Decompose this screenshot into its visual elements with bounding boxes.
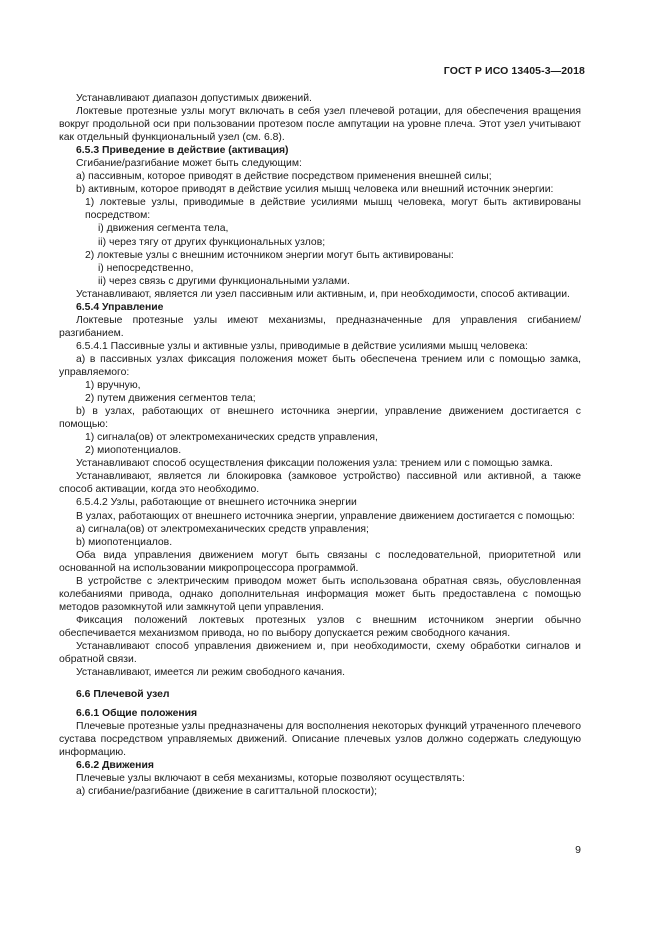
paragraph: i) непосредственно, [98, 262, 194, 274]
section-heading: 6.6.2 Движения [76, 760, 154, 772]
paragraph: 1) локтевые узлы, приводимые в действие усилиями мышц человека, могут быть активированы посредством: [85, 197, 581, 222]
paragraph: Локтевые протезные узлы имеют механизмы, предназначенные для управления сгибанием/разгибанием. [59, 314, 581, 339]
paragraph: a) сгибание/разгибание (движение в сагиттальной плоскости); [76, 786, 378, 798]
paragraph: a) пассивным, которое приводят в действие посредством применения внешней силы; [76, 171, 492, 183]
paragraph: Локтевые протезные узлы могут включать в себя узел плечевой ротации, для обеспечения вращения вокруг продольной оси при пользовании протезом после ампутации на уровне плеча. Этот узел учитывают как отдельный функциональный узел (см. 6.8). [59, 106, 581, 144]
paragraph: Плечевые узлы включают в себя механизмы, которые позволяют осуществлять: [76, 773, 465, 785]
paragraph: ii) через тягу от других функциональных узлов; [98, 236, 326, 248]
paragraph: a) сигнала(ов) от электромеханических средств управления; [76, 523, 369, 535]
section-heading: 6.6.1 Общие положения [76, 708, 198, 720]
document-header: ГОСТ Р ИСО 13405-3—2018 [443, 65, 585, 77]
paragraph: Устанавливают способ осуществления фиксации положения узла: трением или с помощью замка. [76, 458, 553, 470]
paragraph: Устанавливают, имеется ли режим свободного качания. [76, 667, 346, 679]
paragraph: Плечевые протезные узлы предназначены для восполнения некоторых функций утраченного плечевого сустава посредством управляемых движений. Описание плечевых узлов должно содержать следующую информацию. [59, 721, 581, 759]
paragraph: 2) путем движения сегментов тела; [85, 393, 256, 405]
paragraph: В узлах, работающих от внешнего источника энергии, управление движением достигается с помощью: [76, 510, 575, 522]
section-heading: 6.5.3 Приведение в действие (активация) [76, 145, 289, 157]
paragraph: Устанавливают диапазон допустимых движений. [76, 93, 312, 104]
paragraph: 2) локтевые узлы с внешним источником энергии могут быть активированы: [85, 249, 454, 261]
paragraph: b) миопотенциалов. [76, 536, 173, 548]
paragraph: 1) сигнала(ов) от электромеханических средств управления, [85, 432, 378, 444]
paragraph: Фиксация положений локтевых протезных узлов с внешним источником энергии обычно обеспечивается механизмом привода, но по выбору допускается режим свободного качания. [59, 614, 581, 639]
paragraph: 6.5.4.2 Узлы, работающие от внешнего источника энергии [76, 497, 357, 509]
paragraph: Оба вида управления движением могут быть связаны с последовательной, приоритетной или основанной на использовании микропроцессора программой. [59, 549, 581, 574]
section-heading: 6.6 Плечевой узел [76, 689, 170, 701]
page-number: 9 [575, 844, 581, 856]
paragraph: 6.5.4.1 Пассивные узлы и активные узлы, приводимые в действие усилиями мышц человека: [76, 340, 528, 352]
paragraph: ii) через связь с другими функциональными узлами. [98, 275, 350, 287]
paragraph: i) движения сегмента тела, [98, 223, 229, 235]
paragraph: b) активным, которое приводят в действие усилия мышц человека или внешний источник энергии: [76, 184, 554, 196]
paragraph: Сгибание/разгибание может быть следующим: [76, 158, 302, 170]
paragraph: Устанавливают, является ли блокировка (замковое устройство) пассивной или активной, а также способ активации, когда это необходимо. [59, 471, 581, 496]
paragraph: Устанавливают способ управления движением и, при необходимости, схему обработки сигналов и обратной связи. [59, 640, 581, 666]
paragraph: a) в пассивных узлах фиксация положения может быть обеспечена трением или с помощью замка, управляемого: [59, 353, 581, 378]
section-heading: 6.5.4 Управление [76, 301, 164, 313]
paragraph: 2) миопотенциалов. [85, 445, 182, 457]
paragraph: 1) вручную, [85, 380, 141, 392]
paragraph: В устройстве с электрическим приводом может быть использована обратная связь, обусловленная колебаниями привода, однако дополнительная информация может быть предоставлена с помощью методов разомкнутой или замкнутой цепи управления. [59, 575, 581, 613]
paragraph: Устанавливают, является ли узел пассивным или активным, и, при необходимости, способ активации. [76, 288, 570, 300]
paragraph: b) в узлах, работающих от внешнего источника энергии, управление движением достигается с помощью: [59, 406, 581, 431]
document-body [59, 92, 581, 798]
